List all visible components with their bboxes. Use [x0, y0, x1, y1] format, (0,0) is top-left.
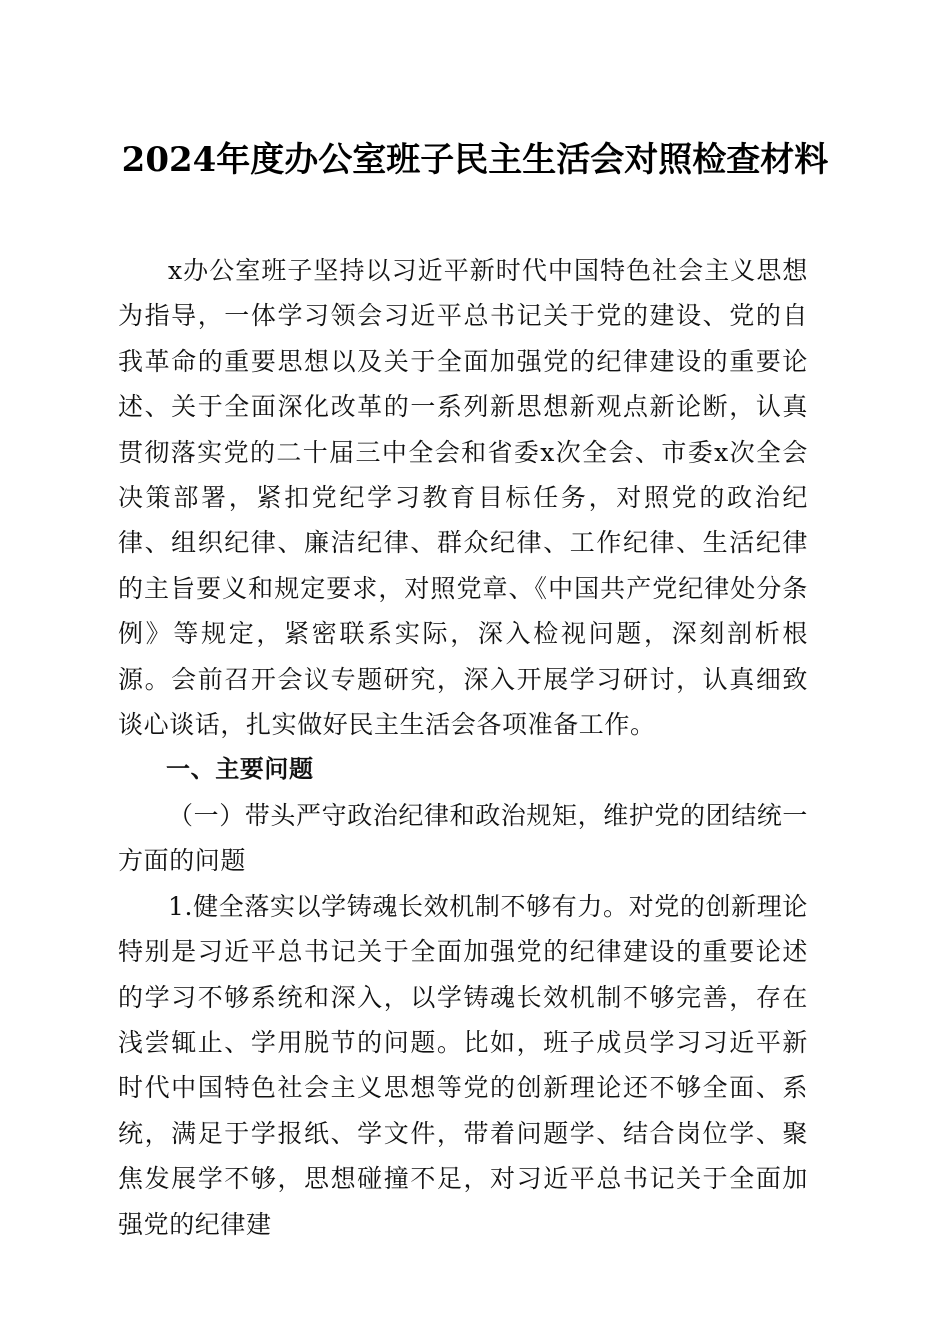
subsection-heading-political-discipline: （一）带头严守政治纪律和政治规矩，维护党的团结统一方面的问题	[118, 800, 809, 876]
intro-paragraph: x办公室班子坚持以习近平新时代中国特色社会主义思想为指导，一体学习领会习近平总书记关于党的建设、党的自我革命的重要思想以及关于全面加强党的纪律建设的重要论述、关于全面深化改革的一系列新思想新观点新论断，认真贯彻落实党的二十届三中全会和省委x次全会、市委x次全会决策部署，紧扣党纪学习教育目标任务，对照党的政治纪律、组织纪律、廉洁纪律、群众纪律、工作纪律、生活纪律的主旨要义和规定要求，对照党章、《中国共产党纪律处分条例》等规定，紧密联系实际，深入检视问题，深刻剖析根源。会前召开会议专题研究，深入开展学习研讨，认真细致谈心谈话，扎实做好民主生活会各项准备工作。	[118, 256, 808, 740]
document-body	[118, 248, 808, 1247]
item-paragraph-1: 1.健全落实以学铸魂长效机制不够有力。对党的创新理论特别是习近平总书记关于全面加强党的纪律建设的重要论述的学习不够系统和深入，以学铸魂长效机制不够完善，存在浅尝辄止、学用脱节的问题。比如，班子成员学习习近平新时代中国特色社会主义思想等党的创新理论还不够全面、系统，满足于学报纸、学文件，带着问题学、结合岗位学、聚焦发展学不够，思想碰撞不足，对习近平总书记关于全面加强党的纪律建	[118, 891, 808, 1239]
document-title: 2024年度办公室班子民主生活会对照检查材料	[121, 140, 829, 180]
section-heading-main-problems: 一、主要问题	[166, 755, 314, 784]
